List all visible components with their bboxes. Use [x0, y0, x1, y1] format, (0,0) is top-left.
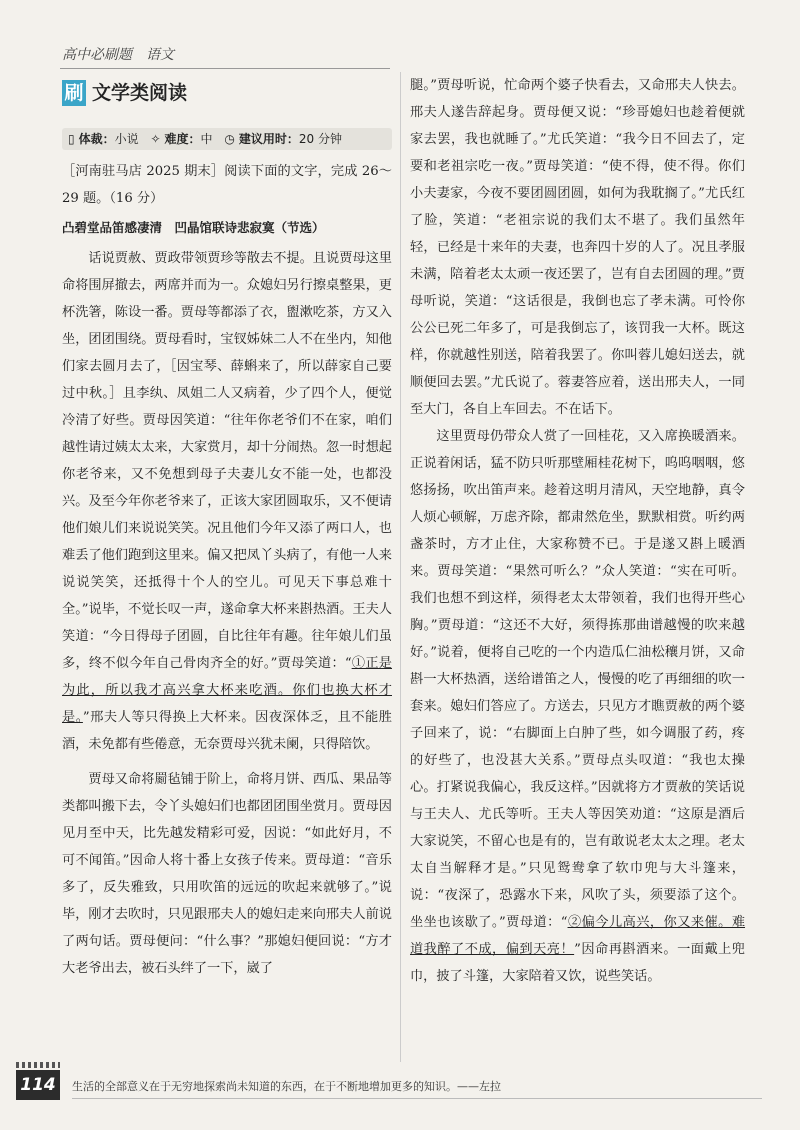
book-header-title: 高中必刷题 语文 — [62, 47, 174, 63]
clock-icon: ◷ — [224, 132, 235, 146]
time-value: 20 分钟 — [298, 132, 342, 146]
section-badge: 刷 — [62, 80, 86, 106]
right-column — [410, 72, 745, 990]
page-number-dots — [16, 1062, 60, 1068]
sparkle-icon: ✧ — [150, 132, 161, 146]
difficulty-label: 难度： — [164, 132, 201, 146]
footer-divider — [72, 1098, 762, 1099]
passage-title: 凸碧堂品笛感凄清 凹晶馆联诗悲寂寞（节选） — [62, 220, 325, 235]
passage-paragraph: 腿。”贾母听说，忙命两个婆子快看去，又命邢夫人快去。邢夫人遂告辞起身。贾母便又说：“珍哥媳妇也趁着便就家去罢，我也就睡了。”尤氏笑道：“我今日不回去了，定要和老祖宗吃一夜。”贾母笑道：“使不得，使不得。你们小夫妻家，今夜不要团圆团圆，如何为我耽搁了。”尤氏红了脸，笑道：“老祖宗说的我们太不堪了。我们虽然年轻，已经是十来年的夫妻，也奔四十岁的人了。况且孝服未满，陪着老太太顽一夜还罢了，岂有自去团圆的理。”贾母听说，笑道：“这话很是，我倒也忘了孝未满。可怜你公公已死二年多了，可是我倒忘了，该罚我一大杯。既这样，你就越性别送，陪着我罢了。你叫蓉儿媳妇送去，就顺便回去罢。”尤氏说了。蓉妻答应着，送出邢夫人，一同至大门，各自上车回去。不在话下。 — [410, 78, 745, 417]
header-divider — [60, 68, 390, 69]
genre-label: 体裁： — [78, 132, 115, 146]
question-intro: ［河南驻马店 2025 期末］阅读下面的文字，完成 26～29 题。（16 分） — [62, 164, 392, 206]
page-number: 114 — [16, 1070, 60, 1100]
reading-meta-bar — [62, 128, 392, 150]
underlined-quote-2: ②偏今儿高兴，你又来催。难道我醉了不成，偏到天亮！ — [410, 915, 746, 957]
footer-quote: 生活的全部意义在于无穷地探索尚未知道的东西，在于不断地增加更多的知识。——左拉 — [72, 1080, 501, 1093]
passage-paragraph: 话说贾赦、贾政带领贾珍等散去不提。且说贾母这里命将围屏撤去，两席并而为一。众媳妇另行擦桌整果，更杯洗箸，陈设一番。贾母等都添了衣，盥漱吃茶，方又入坐，团团围绕。贾母看时，宝钗姊妹二人不在坐内，知他们家去圆月去了，［因宝琴、薛蝌来了，所以薛家自己要过中秋。］且李纨、凤姐二人又病着，少了四个人，便觉冷清了好些。贾母因笑道：“往年你老爷们不在家，咱们越性请过姨太太来，大家赏月，却十分闹热。忽一时想起你老爷来，又不免想到母子夫妻儿女不能一处，也都没兴。及至今年你老爷来了，正该大家团圆取乐，又不便请他们娘儿们来说说笑笑。况且他们今年又添了两口人，也难丢了他们跑到这里来。偏又把凤丫头病了，有他一人来说说笑笑，还抵得十个人的空儿。可见天下事总难十全。”说毕，不觉长叹一声，遂命拿大杯来斟热酒。王夫人笑道：“今日得母子团圆，自比往年有趣。往年娘儿们虽多，终不似今年自己骨肉齐全的好。”贾母笑道：“①正是为此，所以我才高兴拿大杯来吃酒。你们也换大杯才是。”邢夫人等只得换上大杯来。因夜深体乏，且不能胜酒，未免都有些倦意，无奈贾母兴犹未阑，只得陪饮。 — [62, 251, 392, 752]
time-label: 建议用时： — [238, 132, 299, 146]
section-title: 文学类阅读 — [92, 82, 188, 104]
passage-paragraph: 贾母又命将罽毡铺于阶上，命将月饼、西瓜、果品等类都叫搬下去，令丫头媳妇们也都团团围坐赏月。贾母因见月至中天，比先越发精彩可爱，因说：“如此好月，不可不闻笛。”因命人将十番上女孩子传来。贾母道：“音乐多了，反失雅致，只用吹笛的远远的吹起来就够了。”说毕，刚才去吹时，只见跟邢夫人的媳妇走来向邢夫人前说了两句话。贾母便问：“什么事？”那媳妇便回说：“方才大老爷出去，被石头绊了一下，崴了 — [62, 772, 392, 976]
passage-paragraph: 这里贾母仍带众人赏了一回桂花，又入席换暖酒来。正说着闲话，猛不防只听那壁厢桂花树下，呜呜咽咽，悠悠扬扬，吹出笛声来。趁着这明月清风，天空地静，真令人烦心顿解，万虑齐除，都肃然危坐，默默相赏。听约两盏茶时，方才止住，大家称赞不已。于是遂又斟上暖酒来。贾母笑道：“果然可听么？”众人笑道：“实在可听。我们也想不到这样，须得老太太带领着，我们也得开些心胸。”贾母道：“这还不大好，须得拣那曲谱越慢的吹来越好。”说着，便将自己吃的一个内造瓜仁油松穰月饼，又命斟一大杯热酒，送给谱笛之人，慢慢的吃了再细细的吹一套来。媳妇们答应了。方送去，只见方才瞧贾赦的两个婆子回来了，说：“右脚面上白肿了些，如今调服了药，疼的好些了，也没甚大关系。”贾母点头叹道：“我也太操心。打紧说我偏心，我反这样。”因就将方才贾赦的笑话说与王夫人、尤氏等听。王夫人等因笑劝道：“这原是酒后大家说笑，不留心也是有的，岂有敢说老太太之理。老太太自当解释才是。”只见鸳鸯拿了软巾兜与大斗篷来，说：“夜深了，恐露水下来，风吹了头，须要添了这个。坐坐也该歇了。”贾母道：“②偏今儿高兴，你又来催。难道我醉了不成，偏到天亮！”因命再斟酒来。一面戴上兜巾，披了斗篷，大家陪着又饮，说些笑话。 — [410, 429, 746, 984]
column-divider — [400, 72, 401, 1062]
left-column — [62, 158, 392, 982]
book-icon: ▯ — [68, 132, 75, 146]
underlined-quote-1: ①正是为此，所以我才高兴拿大杯来吃酒。你们也换大杯才是。 — [62, 656, 392, 725]
difficulty-value: 中 — [200, 132, 213, 146]
genre-value: 小说 — [114, 132, 139, 146]
